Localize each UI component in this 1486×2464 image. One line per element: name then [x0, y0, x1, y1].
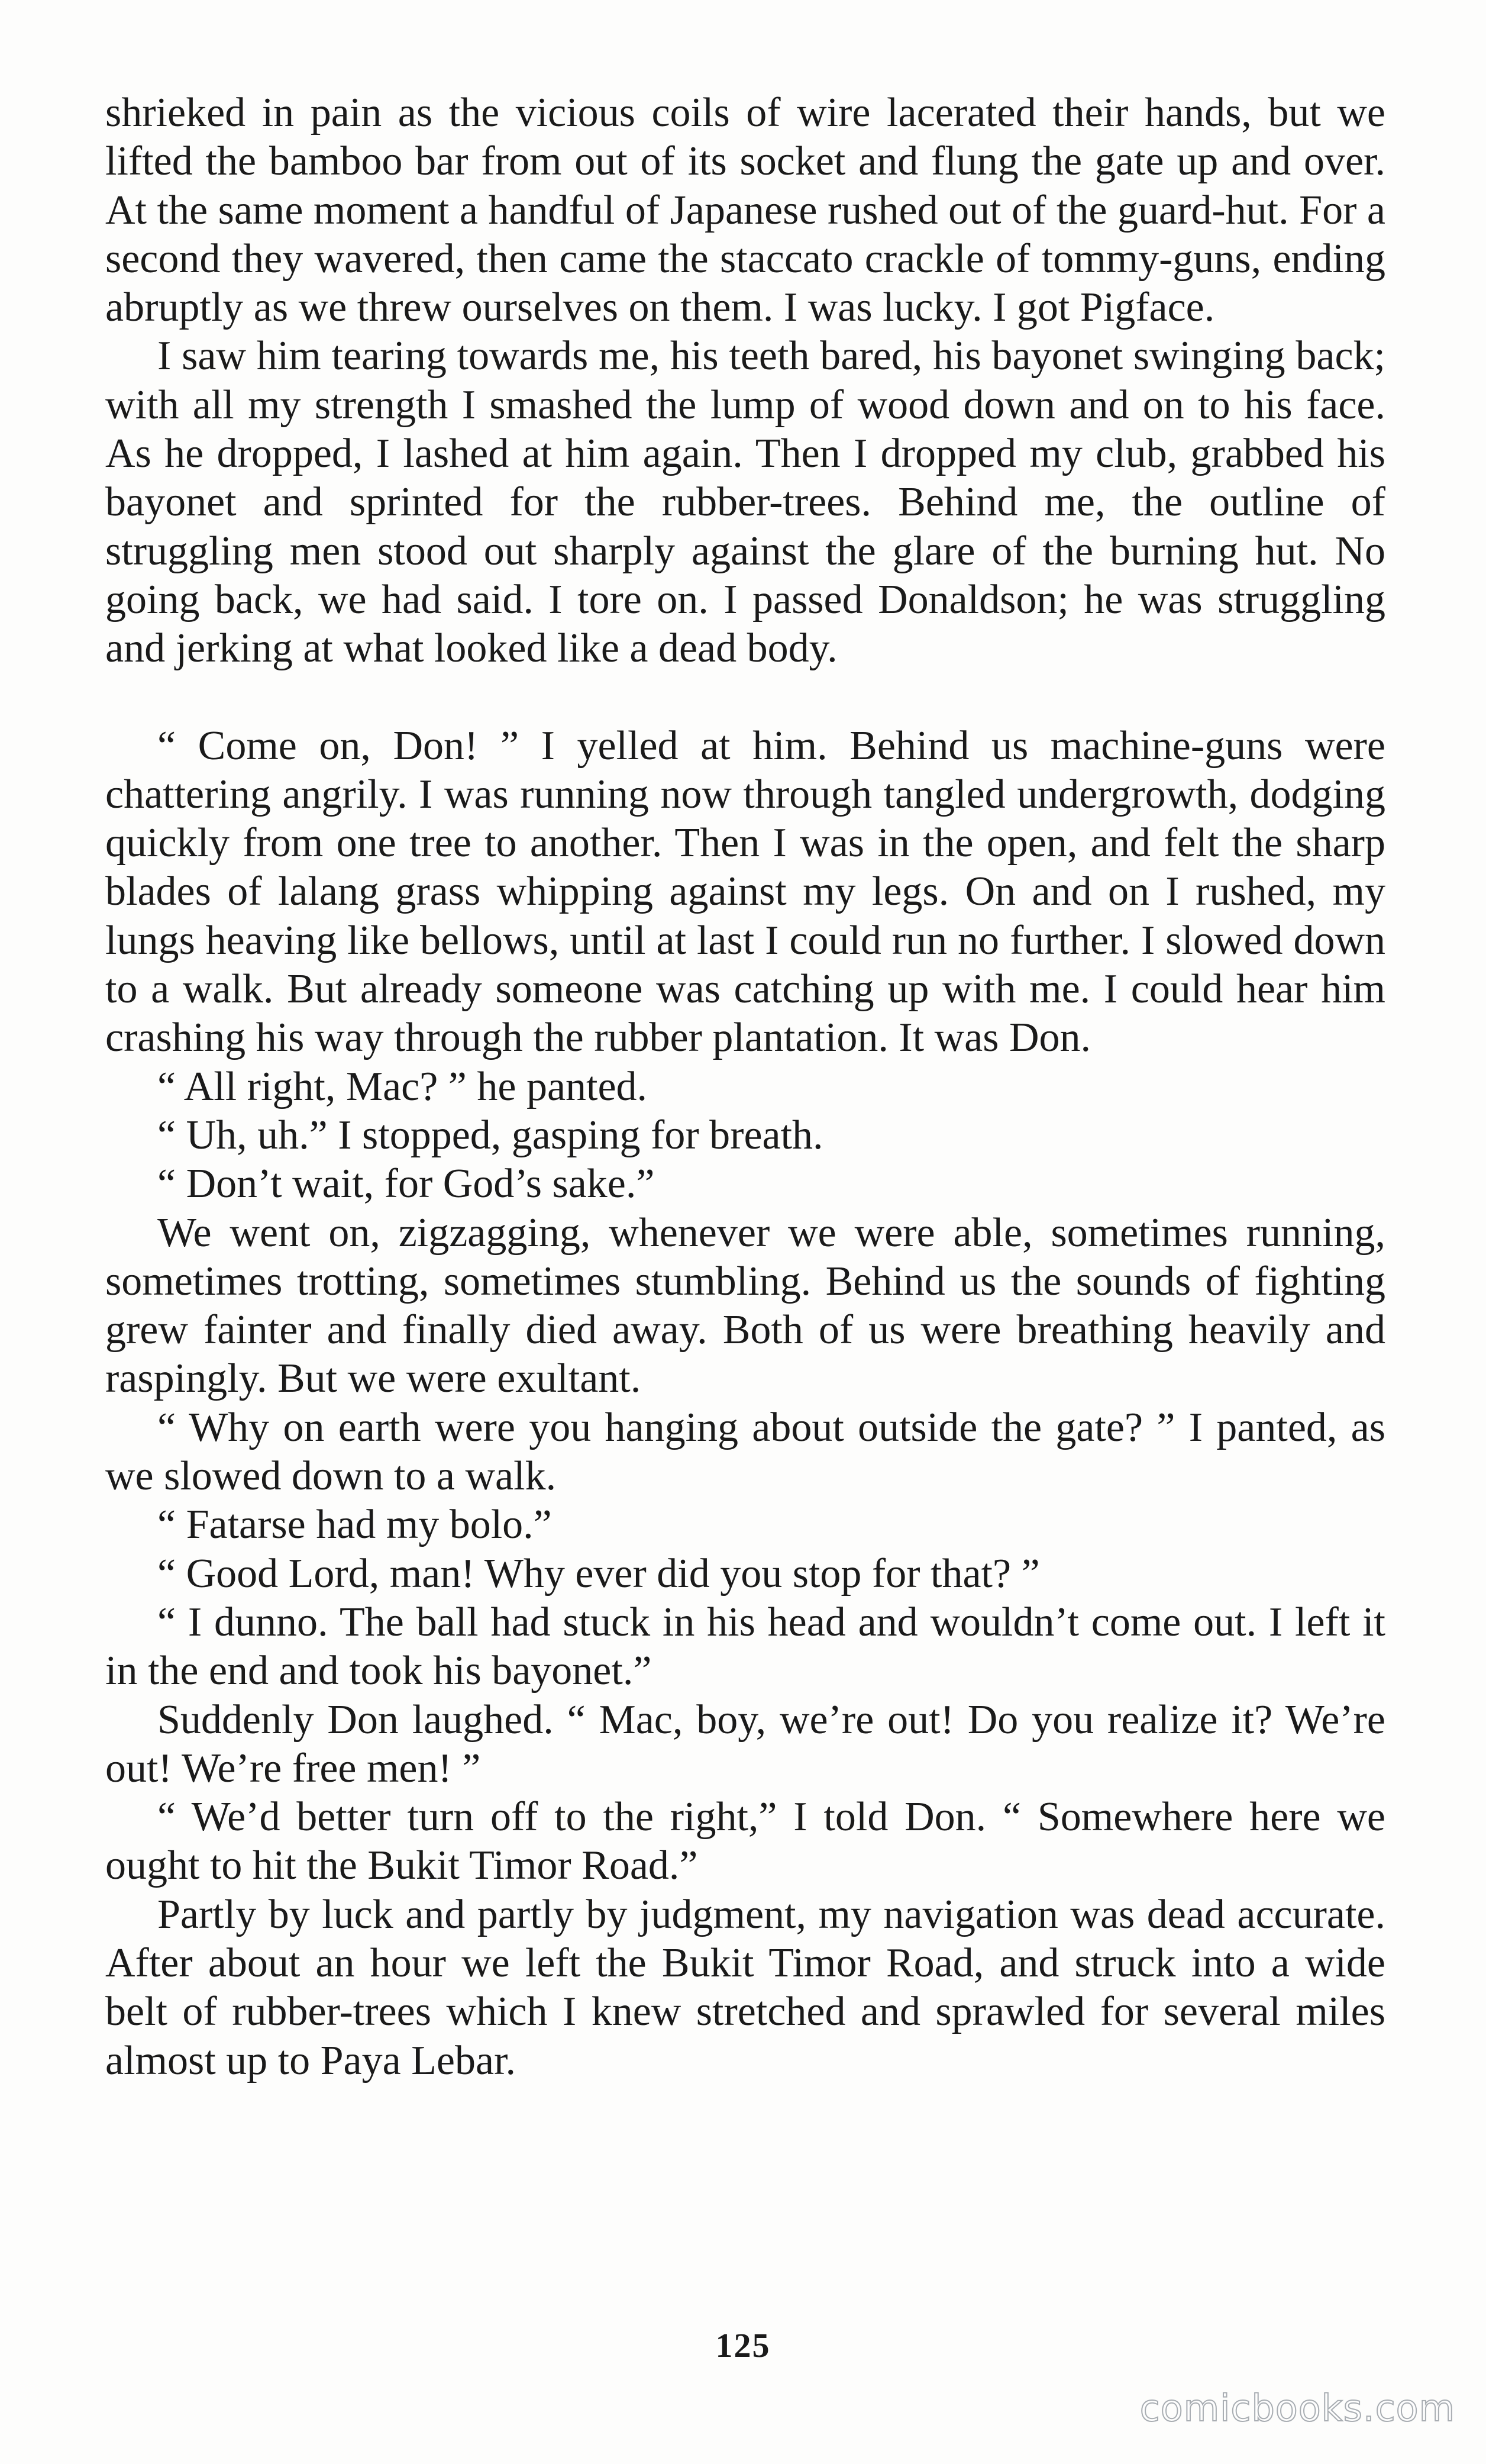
paragraph-7: We went on, zigzagging, whenever we were able, sometimes running, sometimes trotting, sometimes stumbling. Behind us the sounds of fighting grew fainter and finally died away. Both of us were breathing heavily and raspingly. But we were exultant. [105, 1210, 1385, 1402]
paragraph-3: “ Come on, Don! ” I yelled at him. Behind us machine-guns were chattering angrily. I was running now through tangled undergrowth, dodging quickly from one tree to another. Then I was in the open, and felt the sharp blades of lalang grass whipping against my legs. On and on I rushed, my lungs heaving like bellows, until at last I could run no further. I slowed down to a walk. But already someone was catching up with me. I could hear him crashing his way through the rubber plantation. It was Don. [105, 723, 1385, 1061]
paragraph-12: Suddenly Don laughed. “ Mac, boy, we’re out! Do you realize it? We’re out! We’re free men! ” [105, 1697, 1385, 1791]
body-text [105, 89, 1385, 2085]
paragraph-9: “ Fatarse had my bolo.” [157, 1502, 552, 1548]
paragraph-13: “ We’d better turn off to the right,” I told Don. “ Somewhere here we ought to hit the Bukit Timor Road.” [105, 1794, 1385, 1889]
watermark: comicbooks.com [1139, 2386, 1455, 2430]
paragraph-6: “ Don’t wait, for God’s sake.” [157, 1161, 655, 1207]
paragraph-8: “ Why on earth were you hanging about outside the gate? ” I panted, as we slowed down to a walk. [105, 1404, 1385, 1499]
paragraph-4: “ All right, Mac? ” he panted. [157, 1063, 648, 1110]
paragraph-2: I saw him tearing towards me, his teeth bared, his bayonet swinging back; with all my strength I smashed the lump of wood down and on to his face. As he dropped, I lashed at him again. Then I dropped my club, grabbed his bayonet and sprinted for the rubber-trees. Behind me, the outline of struggling men stood out sharply against the glare of the burning hut. No going back, we had said. I tore on. I passed Donaldson; he was struggling and jerking at what looked like a dead body. [105, 333, 1385, 672]
paragraph-10: “ Good Lord, man! Why ever did you stop for that? ” [157, 1550, 1040, 1597]
paragraph-5: “ Uh, uh.” I stopped, gasping for breath. [157, 1112, 823, 1158]
page-number: 125 [715, 2326, 771, 2365]
paragraph-11: “ I dunno. The ball had stuck in his head and wouldn’t come out. I left it in the end and took his bayonet.” [105, 1599, 1385, 1694]
paragraph-1: shrieked in pain as the vicious coils of wire lacerated their hands, but we lifted the bamboo bar from out of its socket and flung the gate up and over. At the same moment a handful of Japanese rushed out of the guard-hut. For a second they wavered, then came the staccato crackle of tommy-guns, ending abruptly as we threw ourselves on them. I was lucky. I got Pigface. [105, 90, 1385, 331]
paragraph-14: Partly by luck and partly by judgment, my navigation was dead accurate. After about an hour we left the Bukit Timor Road, and struck into a wide belt of rubber-trees which I knew stretched and sprawled for several miles almost up to Paya Lebar. [105, 1891, 1385, 2084]
